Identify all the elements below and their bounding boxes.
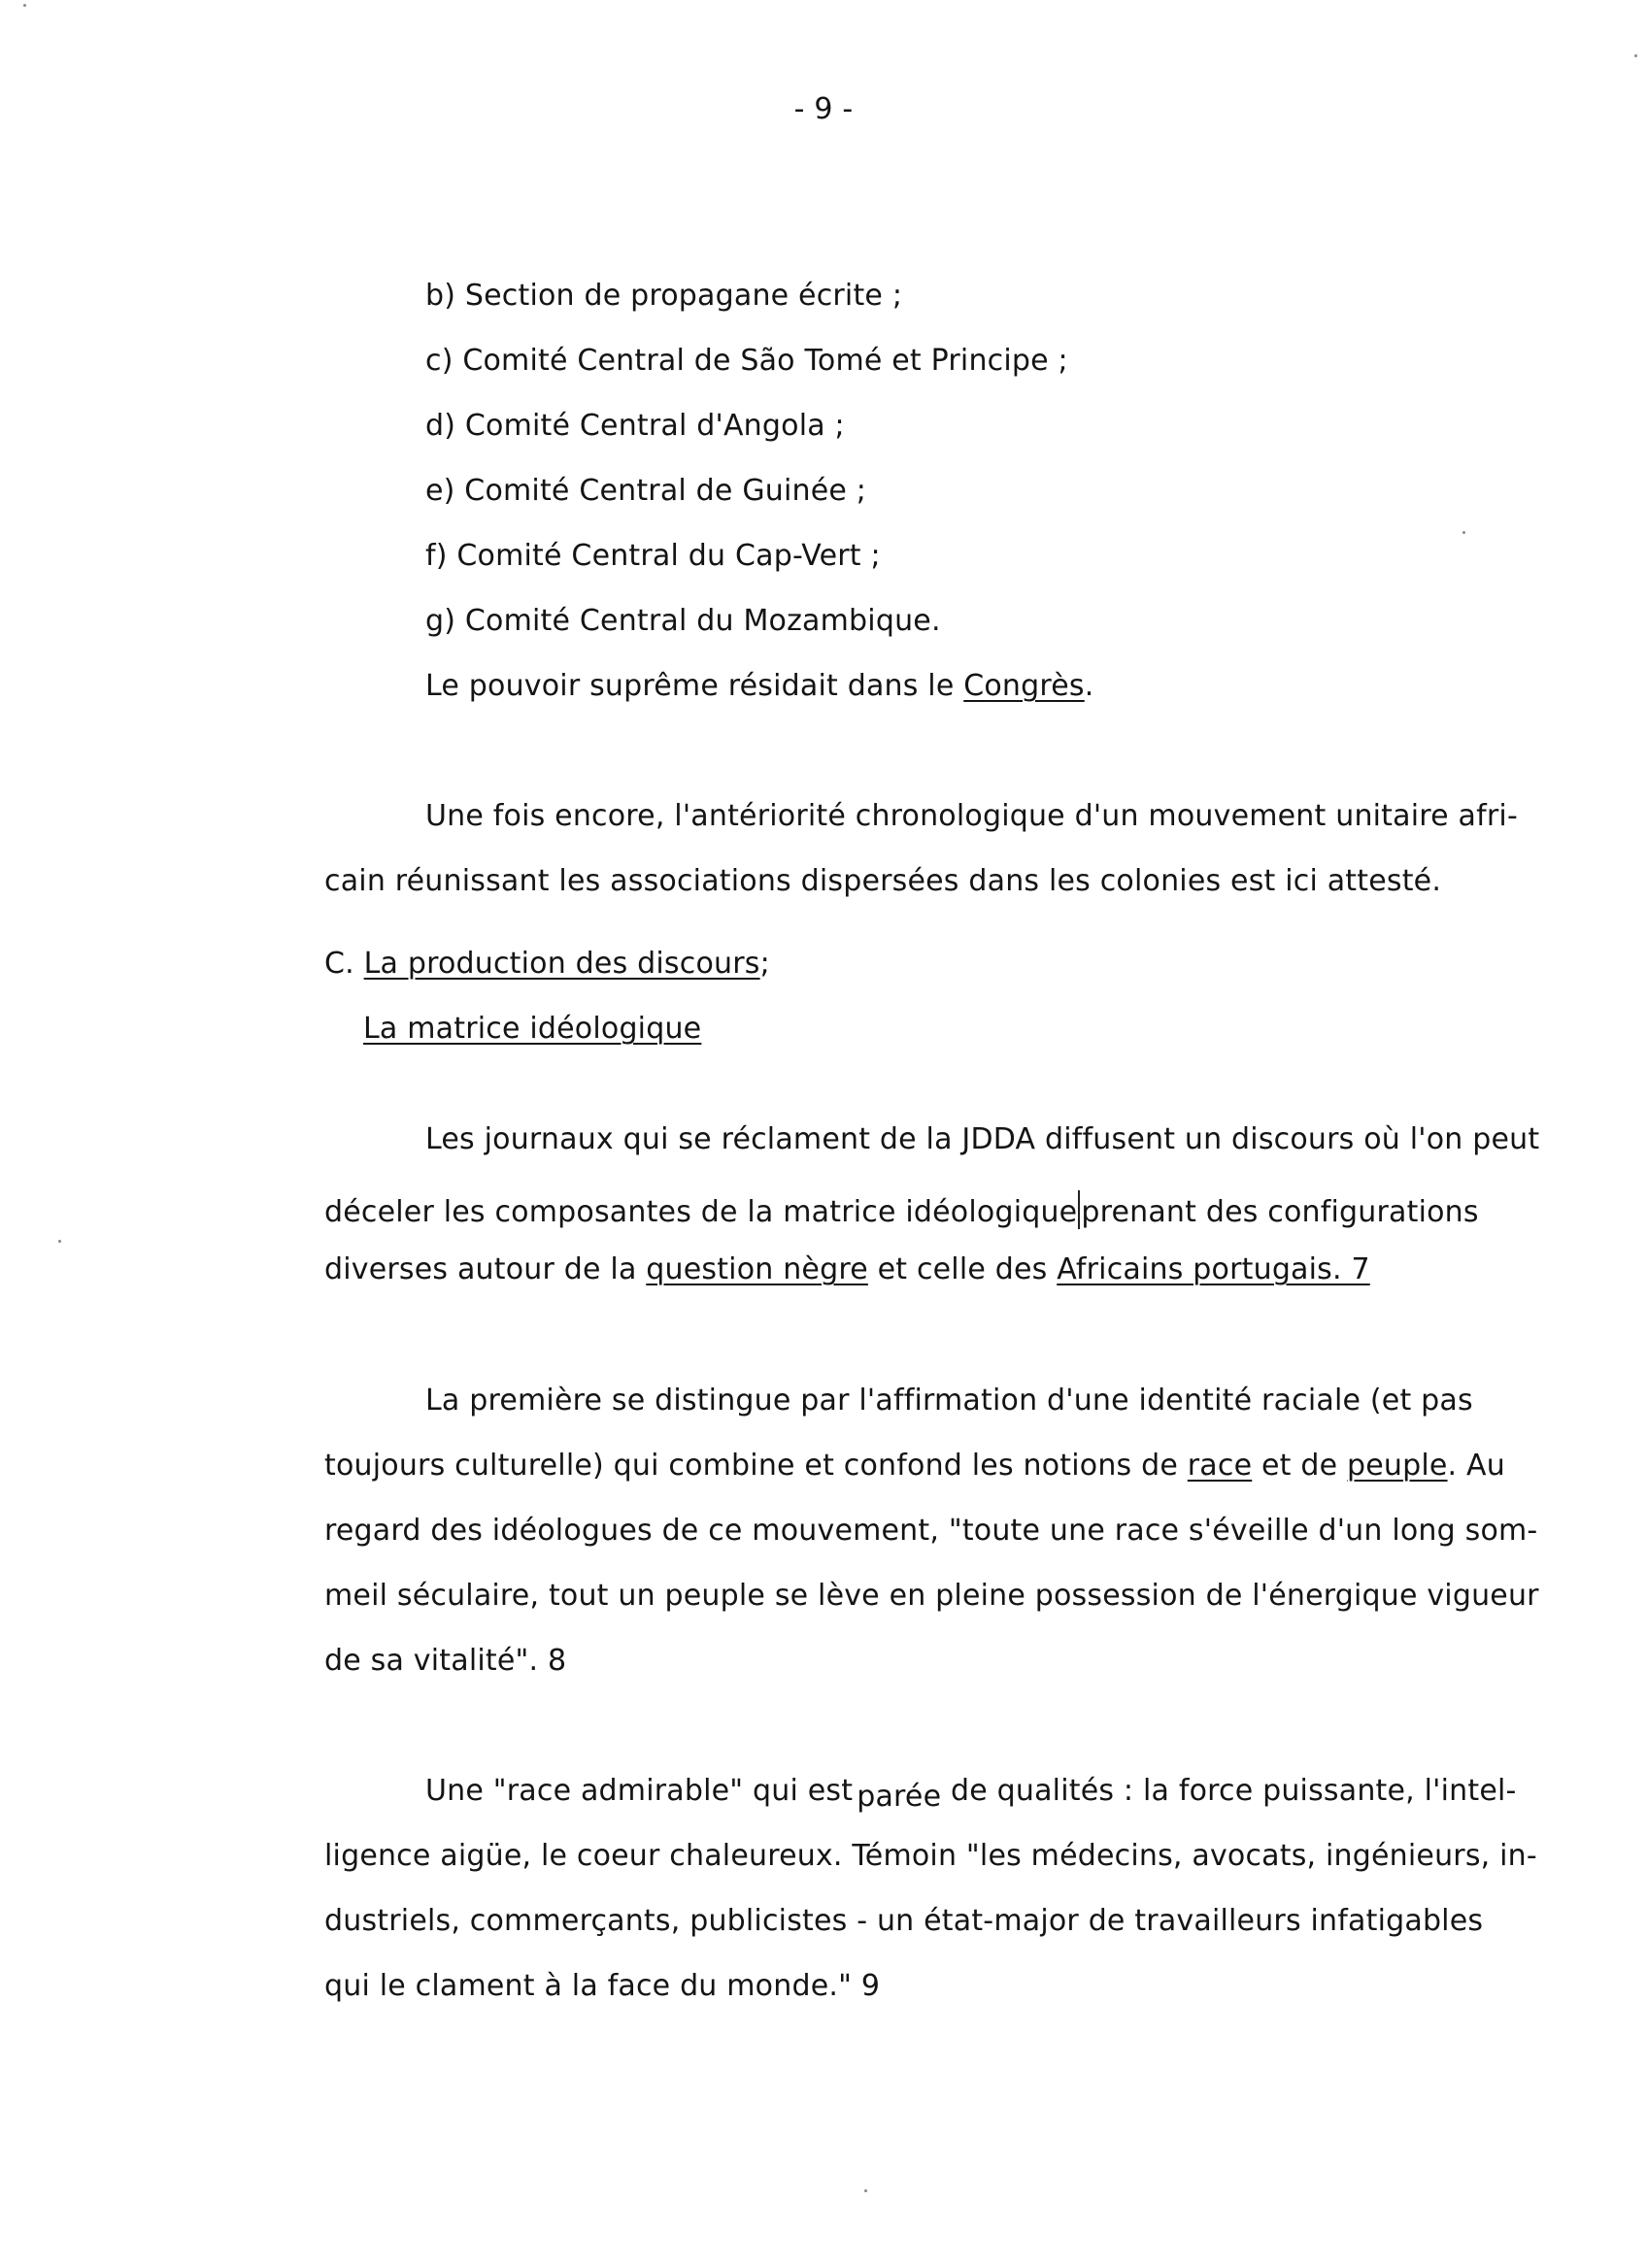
para2-line3 — [324, 1252, 1370, 1286]
page-number: - 9 - — [793, 92, 854, 126]
para4-line4: qui le clament à la face du monde." 9 — [324, 1969, 881, 2003]
para3-line2-c: et de — [1252, 1449, 1347, 1483]
para3-line3: regard des idéologues de ce mouvement, "toute une race s'éveille d'un long som- — [324, 1514, 1538, 1548]
list-item-e: e) Comité Central de Guinée ; — [425, 474, 867, 508]
section-prefix: C. — [324, 947, 364, 981]
para2-line2-b: prenant des configurations — [1081, 1195, 1479, 1229]
section-colon: ; — [759, 947, 770, 981]
section-heading — [324, 947, 770, 981]
list-item-d: d) Comité Central d'Angola ; — [425, 409, 845, 443]
section-subtitle-line — [363, 1012, 702, 1046]
scan-speck — [23, 4, 26, 7]
para4-line1-c: de qualités : la force puissante, l'intel- — [941, 1774, 1517, 1808]
para1-line1: Une fois encore, l'antériorité chronologique d'un mouvement unitaire afri- — [425, 799, 1518, 833]
scan-speck — [58, 1240, 61, 1243]
pouvoir-line — [425, 669, 1094, 703]
para2-line2-a: déceler les composantes de la matrice idéologique — [324, 1195, 1078, 1229]
scan-speck — [1462, 531, 1465, 534]
para3-line2-a: toujours culturelle) qui combine et confond les notions de — [324, 1449, 1188, 1483]
question-negre-underlined: question nègre — [646, 1252, 868, 1286]
list-item-g: g) Comité Central du Mozambique. — [425, 604, 941, 638]
congres-underlined: Congrès — [963, 669, 1085, 703]
para4-line3: dustriels, commerçants, publicistes - un état-major de travailleurs infatigables — [324, 1904, 1484, 1938]
scan-speck — [864, 2189, 867, 2192]
pouvoir-text: Le pouvoir suprême résidait dans le — [425, 669, 964, 703]
para2-line2 — [324, 1190, 1479, 1229]
africains-portugais-underlined: Africains portugais. 7 — [1057, 1252, 1370, 1286]
peuple-underlined: peuple — [1346, 1449, 1448, 1483]
section-subtitle: La matrice idéologique — [363, 1012, 702, 1046]
list-item-b: b) Section de propagane écrite ; — [425, 279, 903, 313]
para1-line2: cain réunissant les associations dispersées dans les colonies est ici attesté. — [324, 864, 1442, 898]
para3-line5: de sa vitalité". 8 — [324, 1644, 567, 1678]
para3-line2-e: . Au — [1447, 1449, 1505, 1483]
paree-inserted-word: parée — [857, 1780, 942, 1814]
para3-line2 — [324, 1451, 1505, 1481]
section-title: La production des discours — [363, 947, 760, 981]
list-item-f: f) Comité Central du Cap-Vert ; — [425, 539, 881, 573]
scan-speck — [1634, 54, 1637, 57]
para4-line2: ligence aigüe, le coeur chaleureux. Témoin "les médecins, avocats, ingénieurs, in- — [324, 1839, 1537, 1873]
para2-line3-c: et celle des — [867, 1252, 1058, 1286]
para3-line4: meil séculaire, tout un peuple se lève en pleine possession de l'énergique vigueur — [324, 1579, 1539, 1613]
para2-line1: Les journaux qui se réclament de la JDDA diffusent un discours où l'on peut — [425, 1122, 1540, 1156]
para4-line1 — [425, 1774, 1517, 1814]
para3-line1: La première se distingue par l'affirmation d'une identité raciale (et pas — [425, 1384, 1473, 1418]
pouvoir-period: . — [1084, 669, 1094, 703]
para4-line1-a: Une "race admirable" qui est — [425, 1774, 854, 1808]
para2-line3-a: diverses autour de la — [324, 1252, 647, 1286]
list-item-c: c) Comité Central de São Tomé et Principe ; — [425, 344, 1068, 378]
race-underlined: race — [1187, 1449, 1253, 1483]
